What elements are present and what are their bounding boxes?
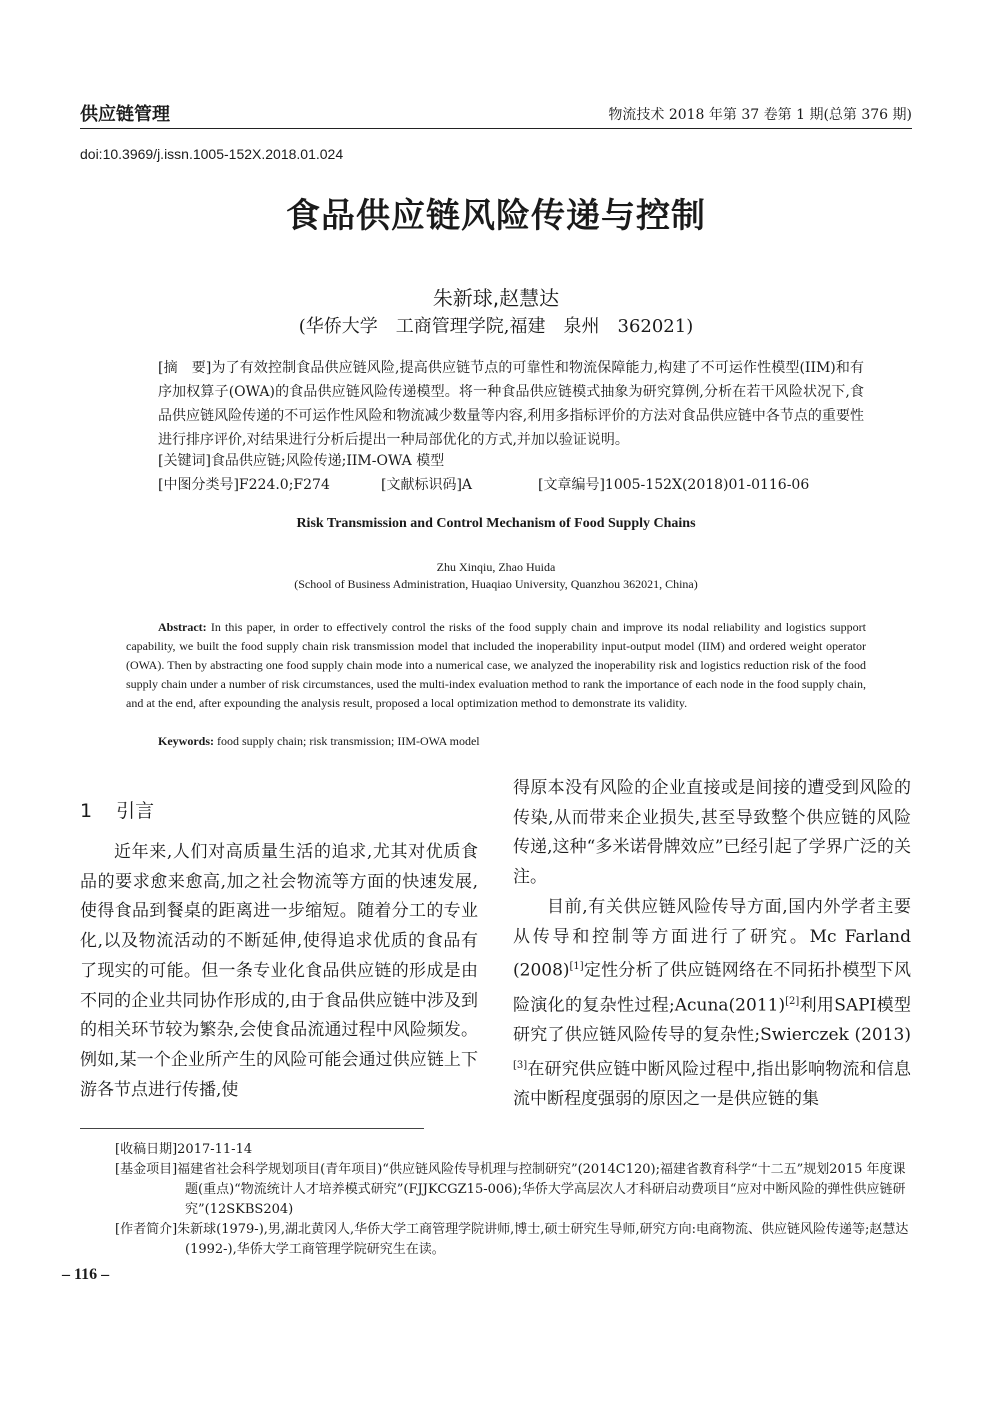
footnote-text: 福建省社会科学规划项目(青年项目)“供应链风险传导机理与控制研究”(2014C120);福建省教育科学“十二五”规划2015 年度课题(重点)“物流统计人才培养模式研究”(FJJKCGZ15-006);华侨大学高层次人才科研启动费项目“应对中断风险的弹性供应链研究”(12SKBS204) [177, 1162, 906, 1217]
citation-ref[interactable]: [3] [513, 1059, 528, 1071]
keywords-text: 食品供应链;风险传递;IIM-OWA 模型 [210, 453, 445, 469]
footnote-label: [基金项目] [115, 1162, 178, 1177]
abstract-text: 为了有效控制食品供应链风险,提高供应链节点的可靠性和物流保障能力,构建了不可运作性模型(IIM)和有序加权算子(OWA)的食品供应链风险传递模型。将一种食品供应链模式抽象为研究算例,分析在若干风险状况下,食品供应链风险传递的不可运作性风险和物流减少数量等内容,利用多指标评价的方法对食品供应链中各节点的重要性进行排序评价,对结果进行分析后提出一种局部优化的方式,并加以验证说明。 [158, 360, 864, 448]
doi: doi:10.3969/j.issn.1005-152X.2018.01.024 [80, 146, 344, 162]
abstract-label: [摘 要] [158, 360, 212, 376]
body-text: 利用SAPI模型研究了供应链风险传导的复杂性;Swierczek (2013) [513, 995, 912, 1045]
chinese-abstract [158, 356, 864, 452]
body-paragraph [513, 893, 911, 1115]
footnote-divider [80, 1128, 424, 1129]
english-abstract-label: Abstract: [158, 620, 207, 634]
body-paragraph: 近年来,人们对高质量生活的追求,尤其对优质食品的要求愈来愈高,加之社会物流等方面的快速发展,使得食品到餐桌的距离进一步缩短。随着分工的专业化,以及物流活动的不断延伸,使得追求优质的食品有了现实的可能。但一条专业化食品供应链的形成是由不同的企业共同协作形成的,由于食品供应链中涉及到的相关环节较为繁杂,会使食品流通过程中风险频发。例如,某一个企业所产生的风险可能会通过供应链上下游各节点进行传播,使 [80, 842, 478, 1100]
body-paragraph: 得原本没有风险的企业直接或是间接的遭受到风险的传染,从而带来企业损失,甚至导致整个供应链的风险传递,这种“多米诺骨牌效应”已经引起了学界广泛的关注。 [513, 778, 911, 888]
footnote-fund [115, 1160, 912, 1220]
paper-title: 食品供应链风险传递与控制 [286, 196, 706, 236]
body-column-right [513, 774, 911, 1115]
authors: 朱新球,赵慧达 [432, 286, 560, 310]
english-abstract [126, 618, 866, 713]
section-number: 1 [80, 800, 93, 822]
footnote-text: 朱新球(1979-),男,湖北黄冈人,华侨大学工商管理学院讲师,博士,硕士研究生导师,研究方向:电商物流、供应链风险传递等;赵慧达(1992-),华侨大学工商管理学院研究生在读。 [177, 1222, 909, 1257]
section-heading [80, 796, 154, 823]
english-title: Risk Transmission and Control Mechanism of Food Supply Chains [296, 516, 696, 531]
article-number: [文章编号]1005-152X(2018)01-0116-06 [538, 477, 810, 493]
footnote-received [115, 1140, 912, 1160]
english-abstract-text: In this paper, in order to effectively control the risks of the food supply chain and improve its nodal reliability and logistics support capability, we built the food supply chain risk transmission model that included the inoperability input-output model (IIM) and ordered weight operator (OWA). Then by abstracting one food supply chain mode into a numerical case, we analyzed the inoperability risk and logistics reduction risk of the food supply chain under a number of risk circumstances, used the multi-index evaluation method to rank the importance of each node in the food supply chain, and at the end, after expounding the analysis result, proposed a local optimization method to demonstrate its validity. [126, 620, 867, 710]
english-keywords-label: Keywords: [158, 734, 214, 748]
footnote-label: [收稿日期] [115, 1142, 178, 1157]
footnote-author [115, 1220, 912, 1260]
english-keywords-text: food supply chain; risk transmission; IIM-OWA model [217, 734, 480, 748]
document-code: [文献标识码]A [381, 477, 473, 493]
keywords-zh [158, 450, 444, 470]
body-text: 定性分析了供应链网络在不同拓扑模型下风险演化的复杂性过程;Acuna(2011) [513, 960, 911, 1016]
citation-ref[interactable]: [1] [569, 961, 584, 973]
keywords-label: [关键词] [158, 453, 211, 469]
footnote-label: [作者简介] [115, 1222, 178, 1237]
footnote-text: 2017-11-14 [177, 1142, 253, 1157]
affiliation: (华侨大学 工商管理学院,福建 泉州 362021) [298, 316, 694, 337]
section-title: 引言 [116, 800, 155, 822]
page-number: – 116 – [62, 1266, 110, 1283]
header-journal-info: 物流技术 2018 年第 37 卷第 1 期(总第 376 期) [608, 107, 912, 123]
header-section-label: 供应链管理 [80, 104, 170, 125]
english-authors: Zhu Xinqiu, Zhao Huida [436, 560, 556, 574]
body-column-left [80, 838, 478, 1105]
english-affiliation: (School of Business Administration, Huaqiao University, Quanzhou 362021, China) [294, 577, 698, 591]
header-divider [80, 128, 912, 129]
body-text: 目前,有关供应链风险传导方面,国内外学者主要从传导和控制等方面进行了研究。Mc Farland (2008) [513, 896, 911, 981]
clc-number: [中图分类号]F224.0;F274 [158, 477, 330, 493]
citation-ref[interactable]: [2] [785, 995, 800, 1007]
body-text: 在研究供应链中断风险过程中,指出影响物流和信息流中断程度强弱的原因之一是供应链的集 [513, 1059, 911, 1109]
english-keywords [158, 734, 480, 749]
